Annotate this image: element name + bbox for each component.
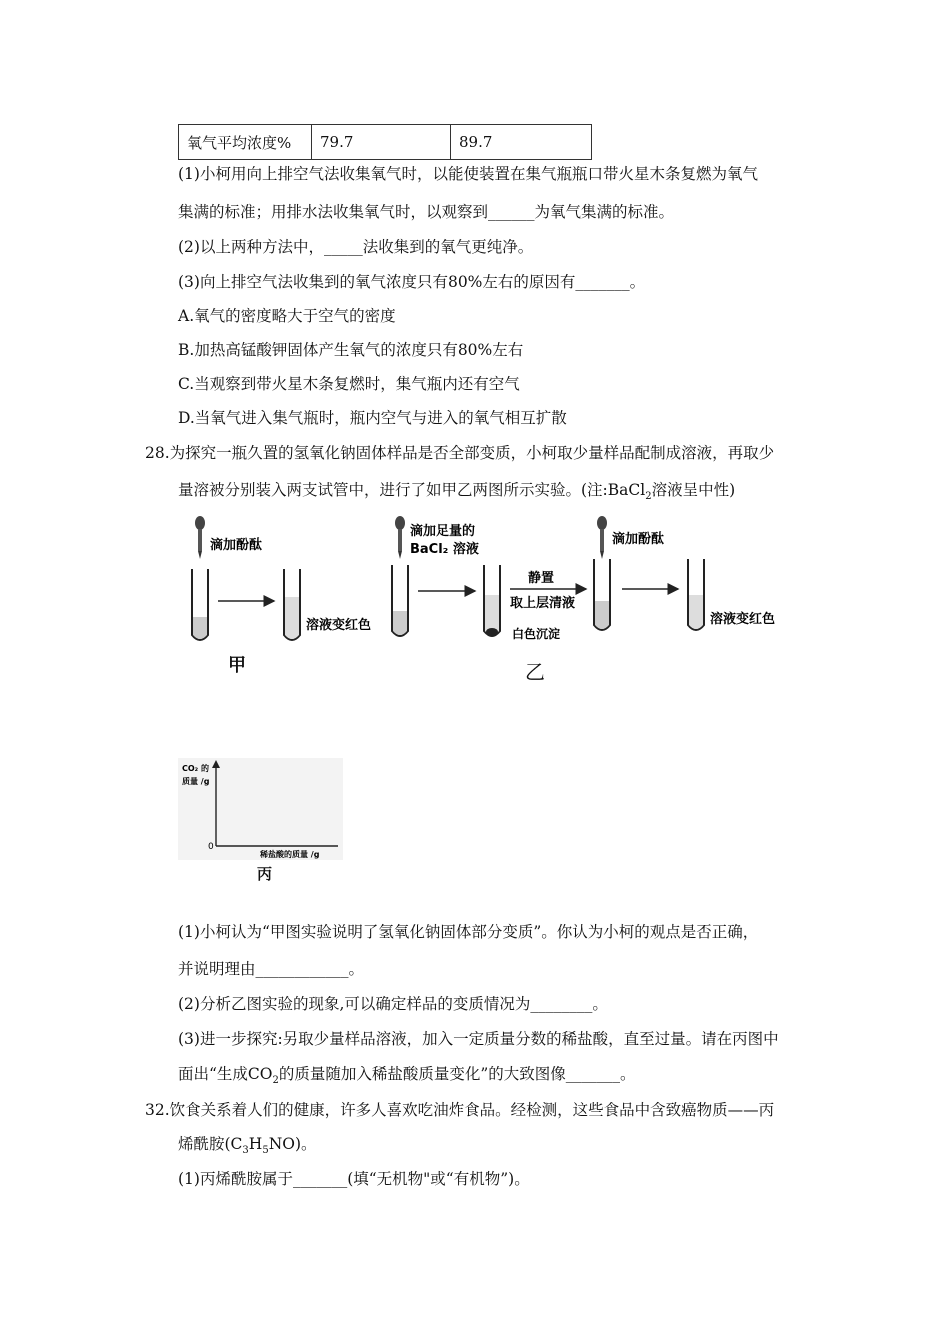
dropper-icon [195,516,205,559]
q28-stem-line1: 28.为探究一瓶久置的氢氧化钠固体样品是否全部变质，小柯取少量样品配制成溶液，再取少 [145,444,775,462]
table-row-label: 氧气平均浓度% [179,125,312,160]
q28-stem-line2: 量溶被分别装入两支试管中，进行了如甲乙两图所示实验。(注:BaCl$_2$溶液呈中性) [178,481,736,503]
q27-part1-line2: 集满的标准；用排水法收集氧气时，以观察到______为氧气集满的标准。 [178,203,675,221]
q28-part3-line1: (3)进一步探究:另取少量样品溶液，加入一定质量分数的稀盐酸，直至过量。请在丙图中 [178,1030,779,1048]
test-tube-icon [284,569,300,640]
q28-part3-line2: 面出“生成$CO_2$的质量随加入稀盐酸质量变化”的大致图像_______。 [178,1065,636,1087]
label-drop-bacl2-2: BaCl₂ 溶液 [410,542,479,557]
q27-option-d: D.当氧气进入集气瓶时，瓶内空气与进入的氧气相互扩散 [178,409,567,427]
dropper-icon [597,516,607,559]
q32-stem-line1: 32.饮食关系着人们的健康，许多人喜欢吃油炸食品。经检测，这些食品中含致癌物质——丙 [145,1101,775,1119]
label-take-clear-liquid: 取上层清液 [510,596,576,611]
table-cell-value-1: 79.7 [312,125,451,160]
graph-ylabel-line1: CO₂ 的 [182,764,209,773]
q27-part2: (2)以上两种方法中，_____法收集到的氧气更纯净。 [178,238,534,256]
concentration-table [178,124,592,160]
q28-part1-line2: 并说明理由____________。 [178,960,365,978]
figure-label-yi: 乙 [525,660,545,684]
dropper-icon [395,516,405,559]
label-drop-bacl2-1: 滴加足量的 [410,524,476,539]
q27-option-a: A.氧气的密度略大于空气的密度 [178,307,396,325]
figure-label-jia: 甲 [228,655,246,676]
figure-label-bing: 丙 [257,865,273,883]
test-tube-icon [192,569,208,640]
label-settle: 静置 [528,571,555,586]
q27-part1-line1: (1)小柯用向上排空气法收集氧气时，以能使装置在集气瓶瓶口带火星木条复燃为氧气 [178,165,758,183]
table-cell-value-2: 89.7 [451,125,592,160]
q27-part3: (3)向上排空气法收集到的氧气浓度只有80%左右的原因有_______。 [178,273,646,291]
label-drop-phenol-2: 滴加酚酞 [612,532,665,547]
test-tube-icon [392,565,408,636]
label-white-precipitate: 白色沉淀 [512,627,561,641]
experiment-figure [170,505,810,680]
q28-part1-line1: (1)小柯认为“甲图实验说明了氢氧化钠固体部分变质”。你认为小柯的观点是否正确， [178,923,759,941]
q28-part2: (2)分析乙图实验的现象,可以确定样品的变质情况为________。 [178,995,608,1013]
graph-bing [178,758,343,860]
test-tube-icon [688,559,704,630]
table-row [179,125,592,160]
q27-option-c: C.当观察到带火星木条复燃时，集气瓶内还有空气 [178,375,520,393]
graph-ylabel-line2: 质量 /g [182,777,210,786]
test-tube-icon [594,559,610,630]
label-red-solution-2: 溶液变红色 [710,612,776,627]
q27-option-b: B.加热高锰酸钾固体产生氧气的浓度只有80%左右 [178,341,524,359]
label-drop-phenol: 滴加酚酞 [210,538,263,553]
q32-stem-line2: 烯酰胺$(C_3H_5NO)$。 [178,1135,317,1157]
graph-origin: 0 [208,842,214,852]
label-red-solution: 溶液变红色 [306,618,372,633]
test-tube-icon [484,565,500,636]
q32-part1: (1)丙烯酰胺属于_______(填“无机物"或“有机物”)。 [178,1170,530,1188]
graph-xlabel: 稀盐酸的质量 /g [260,850,320,859]
